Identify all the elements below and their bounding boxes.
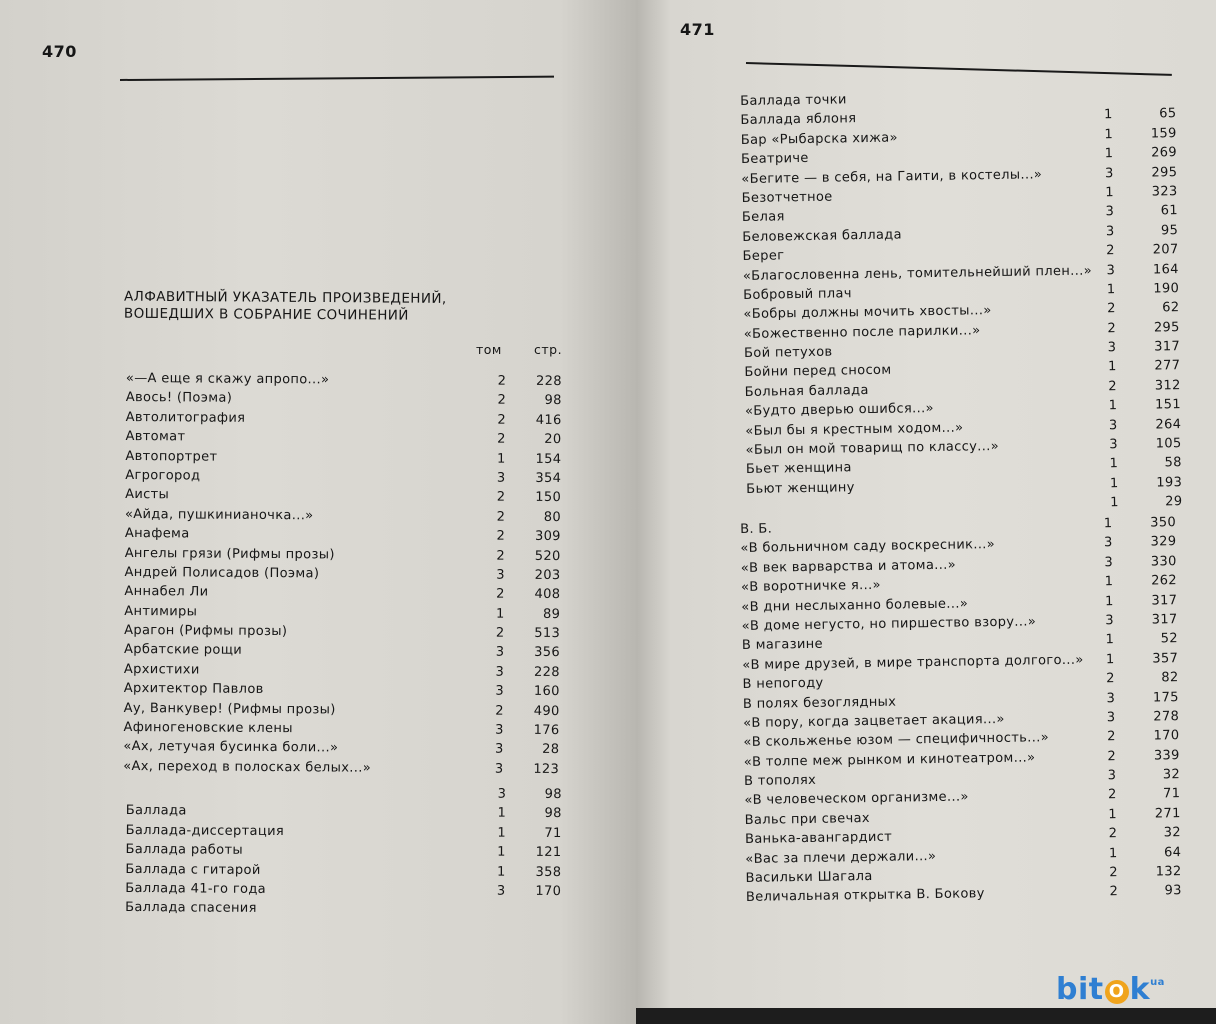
index-heading-line2: ВОШЕДШИХ В СОБРАНИЕ СОЧИНЕНИЙ (123, 305, 409, 324)
entry-page: 190 (1153, 281, 1180, 297)
entry-page: 80 (543, 509, 562, 525)
entry-volume: 2 (496, 489, 506, 505)
entry-title: Баллада точки (740, 92, 847, 109)
entry-page: 228 (535, 373, 562, 390)
entry-page: 98 (544, 786, 562, 803)
entry-page: 170 (1153, 728, 1180, 744)
entry-volume: 3 (1108, 417, 1118, 433)
entry-volume: 3 (494, 761, 504, 777)
entry-volume: 3 (495, 664, 505, 680)
entry-page: 358 (535, 864, 562, 880)
index-list-a (123, 369, 586, 779)
entry-page: 132 (1155, 864, 1182, 880)
entry-page: 176 (533, 722, 560, 739)
entry-title: «В воротничке я...» (740, 577, 882, 596)
entry-title: В тополях (743, 772, 817, 790)
entry-volume: 2 (1107, 301, 1116, 317)
entry-page: 64 (1163, 844, 1182, 861)
entry-volume: 3 (495, 722, 504, 738)
entry-volume: 1 (1104, 593, 1114, 609)
entry-title: Баллада работы (125, 842, 244, 858)
entry-volume: 1 (1108, 845, 1118, 861)
index-heading (124, 289, 504, 326)
entry-page: 278 (1153, 709, 1180, 725)
entry-volume: 2 (496, 548, 506, 564)
entry-title: Агрогород (125, 467, 201, 484)
entry-title: Вальс при свечах (744, 810, 871, 828)
entry-page: 98 (544, 393, 562, 409)
entry-page: 312 (1154, 377, 1181, 394)
entry-page: 170 (535, 883, 562, 899)
entry-volume: 2 (1107, 729, 1116, 745)
entry-page: 408 (534, 587, 561, 603)
watermark-tld: ua (1150, 977, 1165, 988)
entry-volume: 3 (1107, 768, 1117, 784)
index-entry (123, 757, 583, 780)
entry-title: Ангелы грязи (Рифмы прозы) (124, 545, 335, 562)
watermark-logo (1056, 972, 1165, 1007)
entry-volume: 1 (1109, 456, 1119, 472)
entry-page: 269 (1151, 145, 1178, 161)
entry-page: 71 (544, 825, 562, 841)
entry-title: «В доме негусто, но пиршество взору...» (741, 614, 1037, 634)
entry-title: «Бегите — в себя, на Гаити, в костелы...» (741, 166, 1043, 187)
entry-volume: 2 (1106, 243, 1115, 259)
entry-page: 20 (544, 432, 562, 448)
entry-title: Бобровый плач (743, 286, 852, 303)
entry-volume: 3 (495, 683, 505, 699)
entry-title: «Был он мой товарищ по классу...» (745, 439, 1000, 458)
entry-volume: 3 (1105, 223, 1115, 240)
entry-page: 32 (1162, 767, 1181, 783)
entry-page: 62 (1162, 300, 1180, 316)
entry-volume: 1 (1104, 574, 1114, 590)
entry-title: Баллада (125, 803, 187, 819)
entry-title: Баллада спасения (125, 900, 257, 917)
entry-volume: 3 (1109, 437, 1119, 453)
entry-volume: 2 (1108, 826, 1118, 842)
entry-volume: 1 (1103, 107, 1113, 123)
entry-volume: 1 (1105, 185, 1115, 201)
entry-title: Безотчетное (741, 189, 833, 206)
entry-volume: 2 (1107, 787, 1117, 803)
entry-title: Андрей Полисадов (Поэма) (124, 564, 320, 582)
entry-volume: 3 (495, 645, 505, 661)
entry-volume: 3 (1105, 613, 1115, 629)
index-heading-line1: АЛФАВИТНЫЙ УКАЗАТЕЛЬ ПРОИЗВЕДЕНИЙ, (124, 288, 447, 307)
entry-volume: 2 (1109, 884, 1119, 900)
column-header-page: стр. (534, 342, 563, 357)
entry-title: В. Б. (740, 521, 773, 537)
entry-page: 490 (533, 703, 560, 719)
entry-volume: 1 (1107, 359, 1117, 375)
entry-volume: 2 (1109, 865, 1119, 881)
entry-title: В магазине (741, 637, 824, 654)
entry-page: 262 (1151, 573, 1178, 589)
entry-volume: 3 (496, 470, 506, 486)
index-list-v (740, 513, 1186, 908)
entry-title: Афиногеновские клены (123, 720, 293, 737)
entry-page: 357 (1152, 650, 1179, 667)
index-list-b (125, 782, 586, 921)
entry-title: Автопортрет (125, 448, 218, 465)
entry-volume: 1 (1104, 126, 1114, 143)
entry-volume: 1 (1109, 475, 1119, 492)
entry-title: «Вас за плечи держали...» (745, 848, 937, 867)
entry-page: 61 (1160, 203, 1179, 219)
entry-title: Белая (741, 209, 785, 226)
entry-page: 95 (1160, 222, 1179, 239)
entry-title: «Бобры должны мочить хвосты...» (743, 303, 992, 323)
entry-title: «В мире друзей, в мире транспорта долгого...» (742, 652, 1084, 673)
entry-page: 160 (533, 684, 560, 700)
entry-page: 295 (1153, 319, 1180, 336)
entry-volume: 1 (1103, 516, 1113, 532)
entry-volume: 1 (497, 825, 507, 841)
entry-page: 159 (1150, 125, 1177, 142)
entry-volume: 3 (1106, 710, 1116, 726)
entry-page: 193 (1156, 474, 1183, 491)
entry-volume: 2 (495, 625, 505, 641)
entry-title: Больная баллада (744, 382, 869, 400)
entry-title: Бойни перед сносом (744, 363, 892, 381)
entry-volume: 3 (1106, 690, 1116, 706)
entry-page: 121 (535, 845, 562, 861)
entry-page: 58 (1164, 455, 1183, 471)
entry-page: 330 (1150, 553, 1177, 570)
entry-page: 228 (533, 664, 560, 680)
page-number-right: 471 (680, 20, 715, 39)
entry-title: Авось! (Поэма) (125, 390, 233, 407)
entry-volume: 3 (497, 786, 507, 802)
entry-page: 123 (533, 761, 560, 777)
entry-title: В непогоду (742, 675, 824, 693)
entry-volume: 2 (1106, 671, 1115, 687)
entry-title: Величальная открытка В. Бокову (745, 886, 985, 906)
entry-page: 32 (1163, 825, 1182, 841)
entry-page: 151 (1154, 397, 1182, 413)
entry-volume: 1 (1110, 495, 1119, 511)
entry-volume: 2 (496, 528, 506, 544)
entry-page: 520 (534, 548, 561, 564)
entry-title: «В скольженье юзом — специфичность...» (743, 730, 1050, 751)
entry-title: «Божественно после парилки...» (743, 322, 981, 342)
entry-volume: 1 (497, 451, 506, 467)
entry-volume: 1 (1104, 146, 1114, 162)
entry-volume: 1 (497, 844, 506, 860)
entry-title: Архистихи (123, 661, 200, 678)
entry-page: 207 (1152, 242, 1179, 258)
entry-page: 89 (542, 606, 561, 622)
watermark-suffix: k (1129, 972, 1151, 1007)
entry-volume: 1 (1105, 632, 1115, 648)
entry-volume: 3 (1106, 262, 1116, 278)
entry-page: 93 (1164, 883, 1183, 899)
entry-page: 71 (1162, 786, 1181, 802)
entry-title: Бар «Рыбарска хижа» (740, 130, 898, 148)
entry-volume: 3 (1103, 535, 1113, 551)
entry-page: 82 (1161, 670, 1179, 686)
entry-title: «В больничном саду воскресник...» (740, 537, 996, 557)
entry-title: Ау, Ванкувер! (Рифмы прозы) (123, 700, 336, 718)
entry-title: Берег (742, 248, 785, 265)
entry-title: Автолитография (125, 409, 246, 426)
entry-title: Анафема (124, 526, 190, 542)
entry-title: «В век варварства и атома...» (740, 557, 957, 576)
entry-volume: 1 (497, 805, 507, 822)
entry-page: 339 (1153, 747, 1180, 764)
entry-volume: 1 (1108, 806, 1118, 823)
entry-title: Арагон (Рифмы прозы) (124, 623, 288, 640)
entry-title: «В дни неслыханно болевые...» (741, 595, 969, 615)
entry-title: Антимиры (124, 603, 198, 620)
entry-volume: 1 (497, 864, 506, 880)
entry-volume: 3 (496, 883, 506, 899)
entry-page: 28 (542, 742, 560, 758)
entry-volume: 3 (1107, 340, 1117, 356)
entry-volume: 2 (497, 392, 507, 409)
entry-title: «Благословенна лень, томительнейший плен...» (742, 263, 1093, 284)
entry-title: «Был бы я крестным ходом...» (745, 420, 964, 439)
entry-title: Автомат (125, 429, 186, 445)
entry-page: 317 (1151, 612, 1178, 628)
entry-page: 264 (1155, 416, 1182, 433)
entry-volume: 2 (1107, 748, 1117, 764)
entry-title: Аннабел Ли (124, 584, 209, 600)
entry-page: 317 (1154, 339, 1181, 355)
entry-page (1132, 85, 1176, 86)
entry-volume: 3 (496, 567, 505, 583)
entry-title: Баллада 41-го года (125, 880, 267, 897)
entry-volume: 2 (495, 703, 504, 719)
entry-title: Аисты (125, 487, 170, 503)
entry-title: Беловежская баллада (742, 227, 903, 245)
entry-page: 356 (534, 645, 561, 661)
column-header-volume: том (476, 342, 502, 357)
entry-page: 323 (1151, 184, 1178, 200)
watermark-o: O (1105, 980, 1129, 1004)
entry-volume: 1 (1105, 651, 1115, 668)
entry-volume: 2 (1108, 378, 1118, 395)
entry-title: Баллада-диссертация (125, 822, 285, 839)
entry-title: Беатриче (740, 151, 809, 168)
entry-title: Ванька-авангардист (744, 829, 893, 848)
entry-volume: 1 (1106, 282, 1116, 298)
entry-title: Баллада с гитарой (125, 861, 261, 878)
entry-page: 105 (1155, 436, 1182, 452)
entry-page: 416 (535, 412, 562, 428)
entry-title: Арбатские рощи (123, 642, 243, 659)
entry-title: «—А еще я скажу апропо...» (125, 370, 330, 388)
entry-page: 309 (534, 528, 561, 545)
entry-title: «В толпе меж рынком и кинотеатром...» (743, 750, 1036, 770)
entry-volume: 1 (495, 606, 505, 622)
entry-page: 150 (535, 490, 562, 506)
entry-page: 154 (535, 451, 562, 467)
entry-volume: 1 (1108, 398, 1118, 414)
entry-page: 164 (1152, 261, 1179, 278)
index-entry (125, 898, 585, 921)
entry-title: «Айда, пушкинианочка...» (124, 506, 314, 524)
header-rule-right (746, 62, 1172, 76)
entry-volume: 3 (494, 742, 504, 758)
entry-title: «В человеческом организме...» (744, 789, 969, 809)
entry-title: Баллада яблоня (740, 111, 857, 129)
entry-title: Бьет женщина (745, 460, 852, 478)
entry-page: 203 (534, 567, 561, 583)
entry-page: 29 (1165, 494, 1183, 510)
entry-page: 329 (1150, 534, 1177, 550)
entry-volume: 3 (1104, 165, 1114, 181)
page-number-left: 470 (42, 42, 77, 61)
entry-page: 354 (535, 470, 562, 486)
entry-volume: 2 (497, 373, 507, 389)
watermark-prefix: bit (1056, 972, 1104, 1007)
entry-volume: 2 (496, 509, 506, 525)
entry-page: 65 (1159, 106, 1177, 122)
entry-title: «Ах, летучая бусинка боли...» (123, 739, 339, 756)
entry-page: 52 (1160, 631, 1179, 647)
entry-title: «В пору, когда зацветает акация...» (743, 711, 1005, 731)
entry-page: 271 (1154, 805, 1181, 822)
entry-page: 295 (1151, 164, 1178, 181)
header-rule-left (120, 76, 554, 81)
entry-volume: 3 (1105, 204, 1115, 220)
entry-volume: 2 (496, 586, 505, 602)
entry-title: Васильки Шагала (745, 868, 873, 886)
entry-title: Бой петухов (743, 344, 833, 362)
entry-title: «Ах, переход в полосках белых...» (123, 758, 372, 776)
entry-page: 277 (1154, 358, 1181, 374)
entry-volume: 2 (1107, 320, 1117, 336)
entry-volume: 2 (497, 431, 506, 447)
entry-volume: 3 (1104, 554, 1114, 571)
entry-page: 175 (1152, 689, 1179, 706)
entry-title: В полях безоглядных (742, 694, 897, 712)
entry-volume: 2 (497, 412, 507, 428)
index-list-b-continued (740, 85, 1187, 518)
entry-title: Архитектор Павлов (123, 681, 264, 698)
entry-page: 513 (534, 625, 561, 642)
entry-page: 98 (544, 806, 562, 822)
entry-page: 317 (1151, 592, 1178, 609)
entry-title: Бьют женщину (746, 480, 855, 497)
entry-page: 350 (1150, 515, 1177, 531)
entry-title: «Будто дверью ошибся...» (744, 401, 935, 420)
